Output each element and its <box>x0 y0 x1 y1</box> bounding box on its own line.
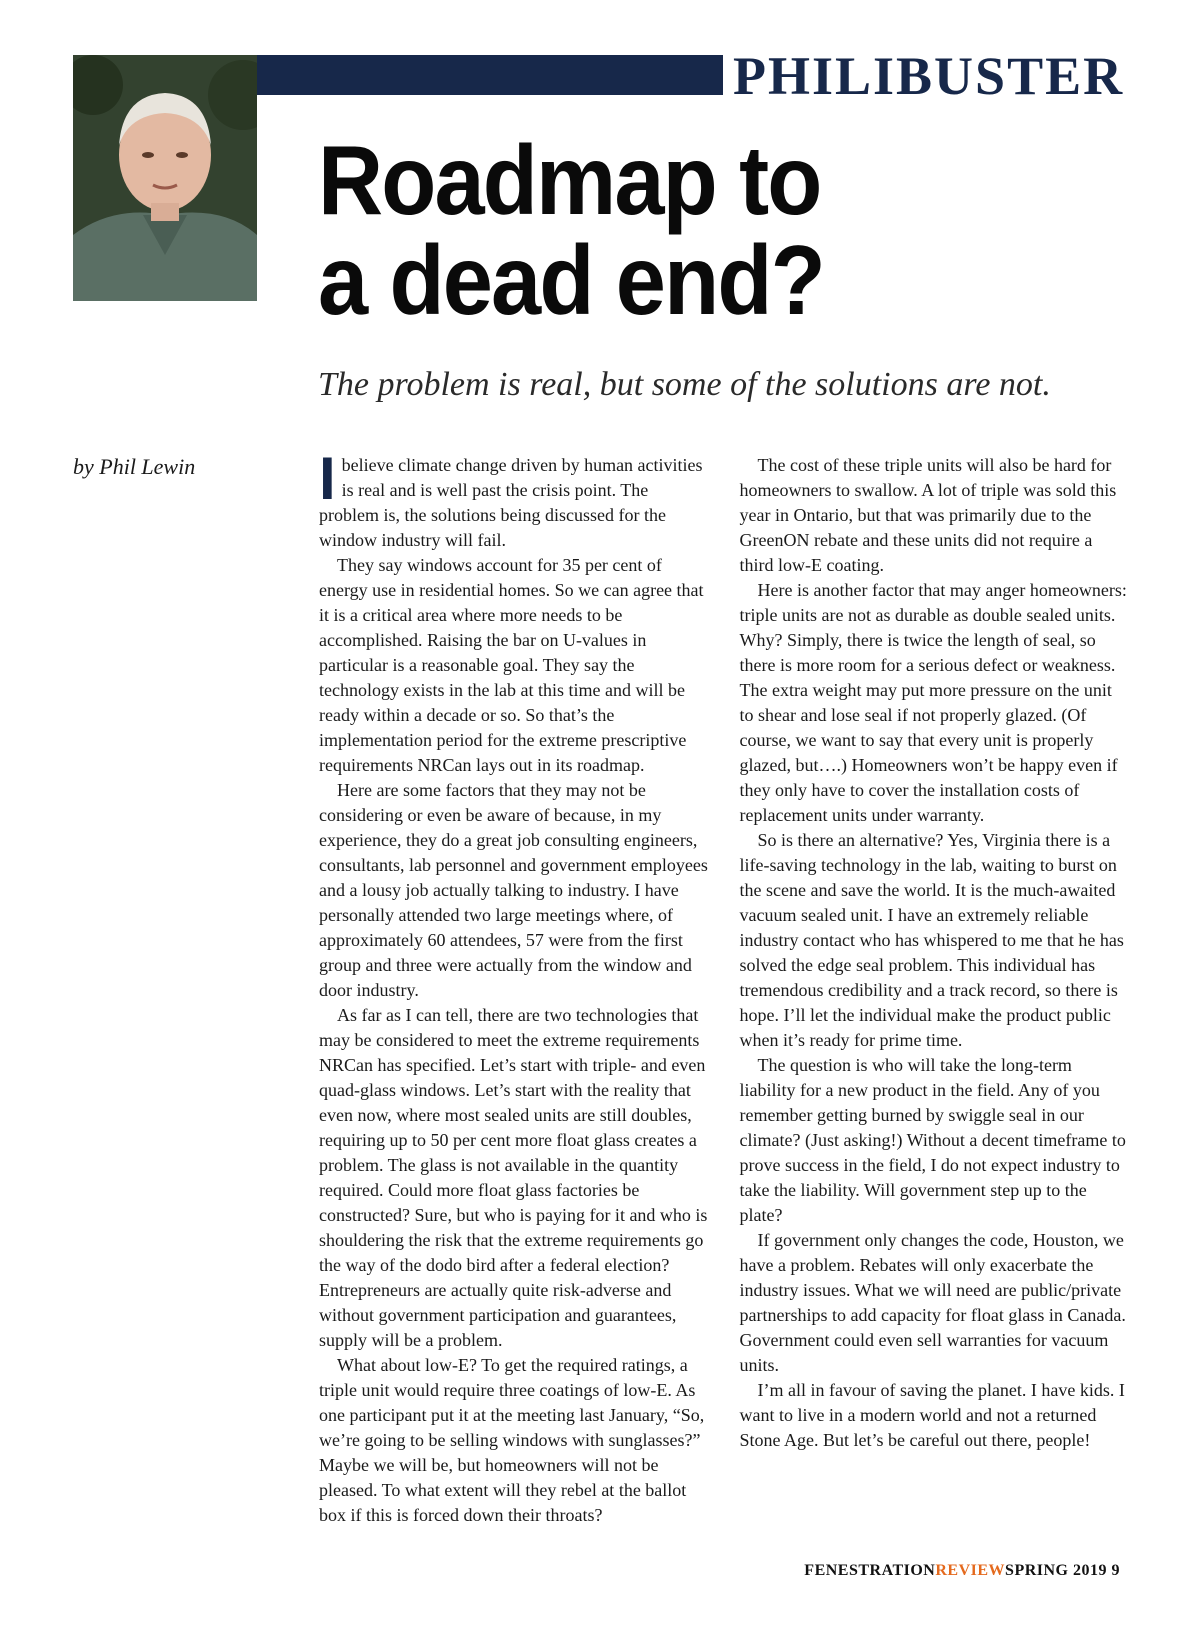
headline-line-2: a dead end? <box>318 225 824 335</box>
article-paragraph: If government only changes the code, Houston, we have a problem. Rebates will only exacerbate the industry issues. What we will need are public/private partnerships to add capacity for float glass in Canada. Government could even sell warranties for vacuum units. <box>739 1230 1126 1375</box>
page-footer <box>804 1562 1120 1580</box>
article-paragraph: I’m all in favour of saving the planet. I have kids. I want to live in a modern world and not a returned Stone Age. But let’s be careful out there, people! <box>739 1380 1125 1450</box>
article-body <box>319 445 1129 1553</box>
article-paragraph <box>319 445 709 553</box>
issue-label: SPRING 2019 <box>1005 1562 1107 1579</box>
deck-subtitle: The problem is real, but some of the solutions are not. <box>318 366 1051 403</box>
article-paragraph: Here are some factors that they may not be considering or even be aware of because, in my experience, they do a great job consulting engineers, consultants, lab personnel and government employees and a lousy job actually talking to industry. I have personally attended two large meetings where, of approximately 60 attendees, 57 were from the first group and three were actually from the window and door industry. <box>319 780 708 1000</box>
article-paragraph: The cost of these triple units will also be hard for homeowners to swallow. A lot of triple was sold this year in Ontario, but that was primarily due to the GreenON rebate and these units did not require a third low-E coating. <box>739 455 1117 575</box>
author-photo <box>73 55 257 301</box>
page-number: 9 <box>1111 1562 1120 1579</box>
column-name: PHILIBUSTER <box>733 46 1125 106</box>
headline-line-1: Roadmap to <box>318 125 821 235</box>
article-paragraph: So is there an alternative? Yes, Virginia there is a life-saving technology in the lab, waiting to burst on the scene and save the world. It is the much-awaited vacuum sealed unit. I have an extremely reliable industry contact who has whispered to me that he has solved the edge seal problem. This individual has tremendous credibility and a track record, so there is hope. I’ll let the individual make the product public when it’s ready for prime time. <box>739 830 1124 1050</box>
article-paragraph: As far as I can tell, there are two technologies that may be considered to meet the extreme requirements NRCan has specified. Let’s start with triple- and even quad-glass windows. Let’s start with the reality that even now, where most sealed units are still doubles, requiring up to 50 per cent more float glass creates a problem. The glass is not available in the quantity required. Could more float glass factories be constructed? Sure, but who is paying for it and who is shouldering the risk that the extreme requirements go the way of the dodo bird after a federal election? Entrepreneurs are actually quite risk-adverse and without government participation and guarantees, supply will be a problem. <box>319 1005 708 1350</box>
article-paragraph: Here is another factor that may anger homeowners: triple units are not as durable as double sealed units. Why? Simply, there is twice the length of seal, so there is more room for a serious defect or weakness. The extra weight may put more pressure on the unit to shear and lose seal if not properly glazed. (Of course, we want to say that every unit is properly glazed, but….) Homeowners won’t be happy even if they only have to cover the installation costs of replacement units under warranty. <box>739 580 1127 825</box>
dropcap: I <box>319 445 336 512</box>
headline <box>318 125 1072 335</box>
article-paragraph: They say windows account for 35 per cent of energy use in residential homes. So we can agree that it is a critical area where more needs to be accomplished. Raising the bar on U-values in particular is a reasonable goal. They say the technology exists in the lab at this time and will be ready within a decade or so. So that’s the implementation period for the extreme prescriptive requirements NRCan lays out in its roadmap. <box>319 555 704 775</box>
first-paragraph-text: believe climate change driven by human activities is real and is well past the crisis point. The problem is, the solutions being discussed for the window industry will fail. <box>319 455 703 550</box>
magazine-name-part2: REVIEW <box>935 1562 1006 1579</box>
magazine-name-part1: FENESTRATION <box>804 1562 936 1579</box>
header-bar <box>257 55 723 95</box>
article-paragraph: What about low-E? To get the required ratings, a triple unit would require three coatings of low-E. As one participant put it at the meeting last January, “So, we’re going to be selling windows with sunglasses?” Maybe we will be, but homeowners will not be pleased. To what extent will they rebel at the ballot box if this is forced down their throats? <box>319 1355 705 1525</box>
article-paragraph: The question is who will take the long-term liability for a new product in the field. Any of you remember getting burned by swiggle seal in our climate? (Just asking!) Without a decent timeframe to prove success in the field, I do not expect industry to take the liability. Will government step up to the plate? <box>739 1055 1126 1225</box>
byline: by Phil Lewin <box>73 454 196 479</box>
